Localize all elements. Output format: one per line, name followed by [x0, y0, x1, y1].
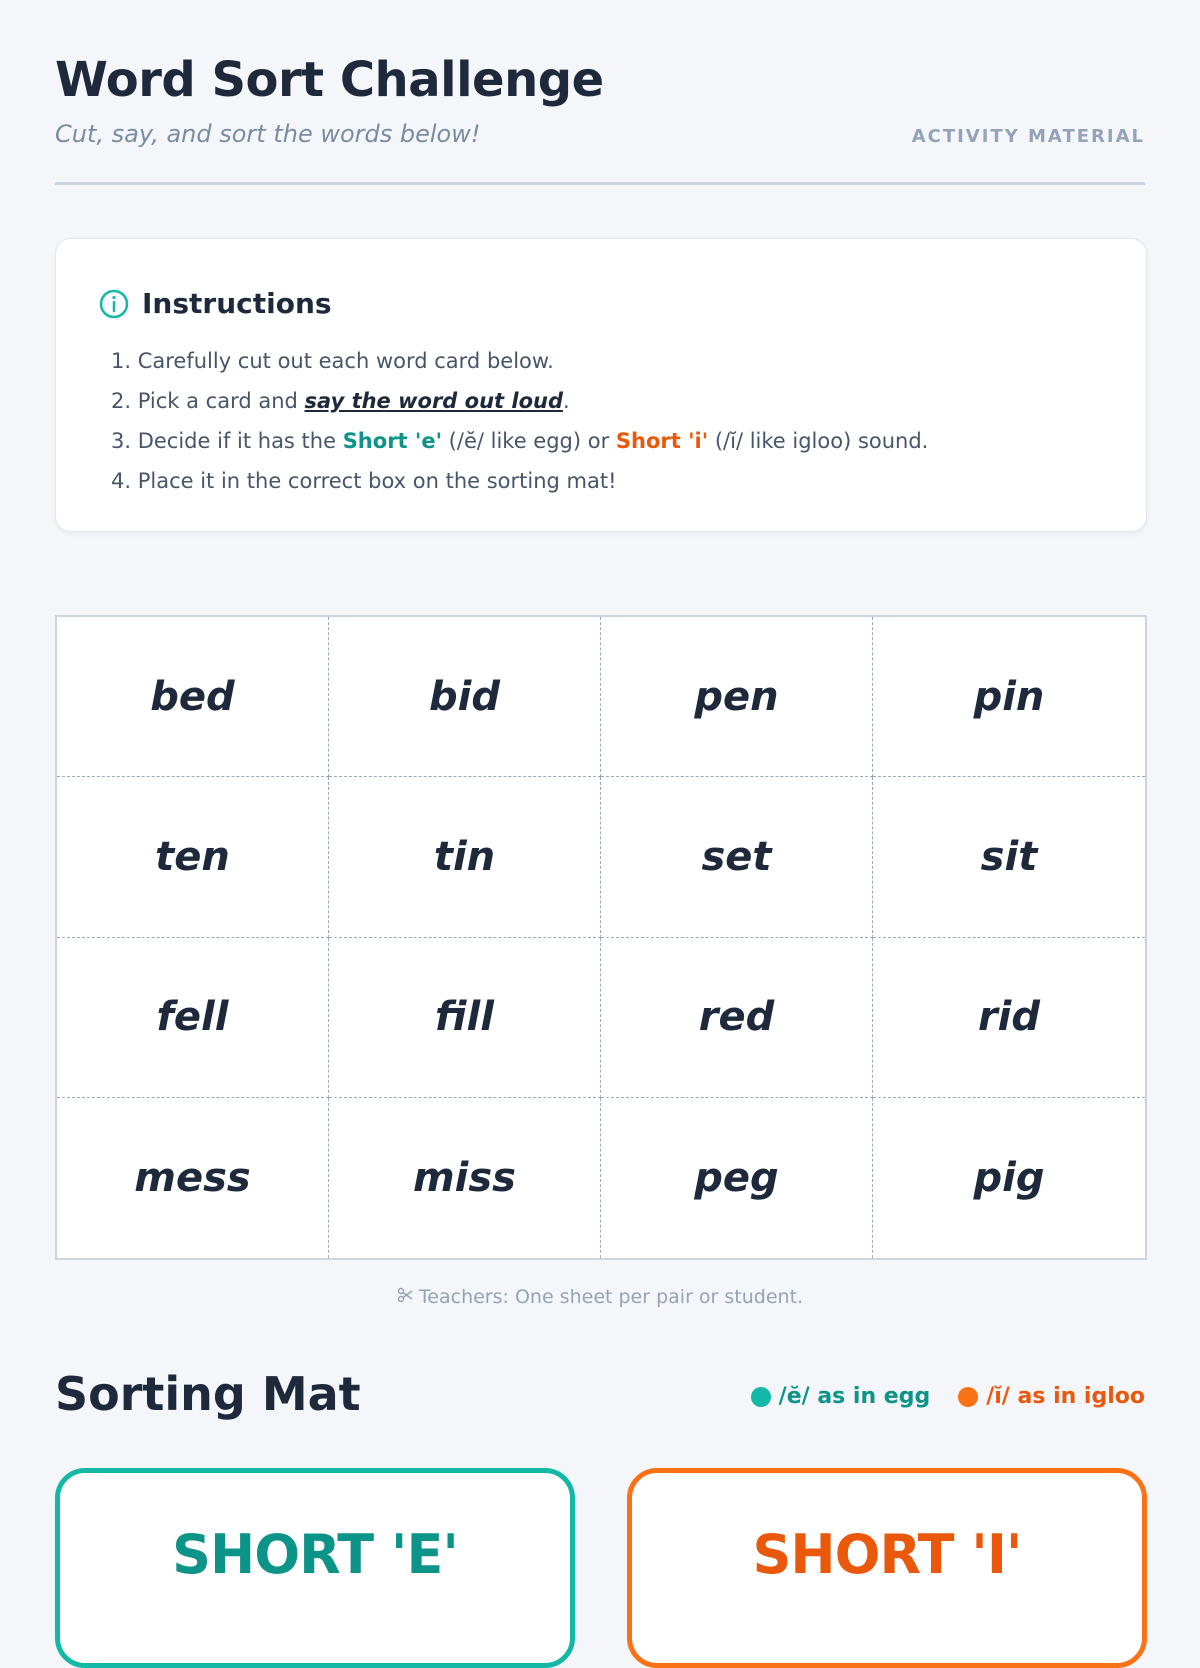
word-card[interactable]: peg	[601, 1098, 873, 1258]
instructions-title: Instructions	[142, 287, 332, 320]
page-title: Word Sort Challenge	[55, 52, 604, 108]
legend-short-i	[958, 1384, 1145, 1409]
activity-tag: ACTIVITY MATERIAL	[911, 126, 1145, 147]
teacher-note	[0, 1286, 1200, 1308]
short-i-highlight: Short 'i'	[615, 429, 709, 453]
instructions-card	[55, 238, 1147, 532]
scissors-icon	[397, 1286, 413, 1308]
legend-short-i-label: /ĭ/ as in igloo	[986, 1384, 1145, 1409]
instruction-step-4-text: 4. Place it in the correct box on the sorting mat!	[111, 469, 617, 493]
sorting-legend	[723, 1384, 1145, 1409]
instruction-step-2-prefix: 2. Pick a card and	[111, 389, 305, 413]
word-card[interactable]: pin	[873, 617, 1145, 777]
teacher-note-text: Teachers: One sheet per pair or student.	[418, 1286, 804, 1308]
instruction-step-3-prefix: 3. Decide if it has the	[111, 429, 343, 453]
short-e-bin[interactable]	[55, 1468, 575, 1668]
instruction-step-2-suffix: .	[562, 389, 570, 413]
instruction-step-3-suffix: (/ĭ/ like igloo) sound.	[708, 429, 929, 453]
sorting-mat-title: Sorting Mat	[55, 1367, 361, 1421]
instruction-emphasis: say the word out loud	[304, 389, 563, 413]
word-card-grid	[55, 615, 1147, 1260]
word-card[interactable]: sit	[873, 777, 1145, 937]
page-subtitle: Cut, say, and sort the words below!	[55, 120, 481, 148]
instructions-heading	[98, 287, 332, 320]
info-icon	[98, 288, 130, 320]
legend-short-e	[751, 1384, 931, 1409]
word-card[interactable]: mess	[57, 1098, 329, 1258]
instruction-step-1-text: 1. Carefully cut out each word card below.	[111, 349, 554, 373]
word-card[interactable]: bed	[57, 617, 329, 777]
page-header	[55, 0, 1145, 185]
word-card[interactable]: set	[601, 777, 873, 937]
instruction-step-4	[111, 461, 928, 501]
word-card[interactable]: bid	[329, 617, 601, 777]
short-e-bin-label: SHORT 'E'	[172, 1523, 458, 1586]
short-i-bin-label: SHORT 'I'	[752, 1523, 1022, 1586]
word-card[interactable]: pen	[601, 617, 873, 777]
instructions-list	[111, 341, 928, 501]
teal-dot-icon	[751, 1387, 771, 1407]
instruction-step-3-middle: (/ĕ/ like egg) or	[442, 429, 616, 453]
legend-short-e-label: /ĕ/ as in egg	[778, 1384, 931, 1409]
word-card[interactable]: red	[601, 938, 873, 1098]
instruction-step-2	[111, 381, 928, 421]
word-card[interactable]: miss	[329, 1098, 601, 1258]
orange-dot-icon	[958, 1387, 978, 1407]
word-card[interactable]: fell	[57, 938, 329, 1098]
instruction-step-1	[111, 341, 928, 381]
instruction-step-3	[111, 421, 928, 461]
word-card[interactable]: pig	[973, 1154, 1045, 1201]
word-card[interactable]: ten	[57, 777, 329, 937]
short-i-bin[interactable]	[627, 1468, 1147, 1668]
short-e-highlight: Short 'e'	[342, 429, 442, 453]
word-card[interactable]: tin	[329, 777, 601, 937]
word-card[interactable]: rid	[873, 938, 1145, 1098]
word-card[interactable]: fill	[329, 938, 601, 1098]
